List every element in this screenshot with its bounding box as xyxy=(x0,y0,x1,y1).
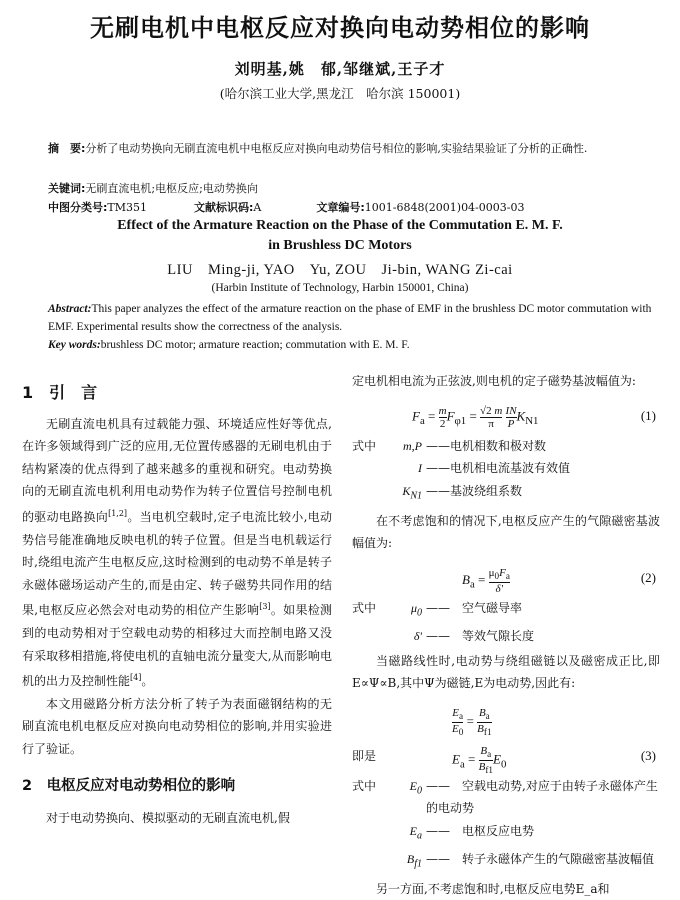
article-id-label: 文章编号: xyxy=(316,201,365,214)
definition-row: I ——电机相电流基波有效值 xyxy=(418,461,571,476)
equation-3a xyxy=(352,699,660,738)
right-column xyxy=(352,370,660,900)
equation-3-number: (3) xyxy=(640,747,656,763)
clc-label: 中图分类号: xyxy=(48,201,108,214)
paper-title: 无刷电机中电枢反应对换向电动势相位的影响 xyxy=(90,14,590,42)
chinese-keywords xyxy=(48,180,648,198)
doc-code-value: A xyxy=(253,201,262,214)
english-abstract-text: This paper analyzes the effect of the armature reaction on the phase of EMF in the brushless DC motor commutation with EMF. Experimental results show the correctness of the analysis. xyxy=(48,303,652,333)
english-title-line2: in Brushless DC Motors xyxy=(268,238,412,253)
right-paragraph-4: 另一方面,不考虑饱和时,电枢反应电势E_a和 xyxy=(376,881,610,896)
definition-row: $B_{f1}$ —— 转子永磁体产生的气隙磁密基波幅值 xyxy=(406,851,655,870)
keywords-text: 无刷直流电机;电枢反应;电动势换向 xyxy=(85,182,258,195)
equation-1-number: (1) xyxy=(640,407,656,423)
definition-row: δ' —— 等效气隙长度 xyxy=(413,628,535,643)
intro-paragraph-2: 本文用磁路分析方法分析了转子为表面磁钢结构的无刷直流电机电枢反应对换向电动势相位的影响,并用实验进行了验证。 xyxy=(22,696,332,756)
right-paragraph-1: 定电机相电流为正弦波,则电机的定子磁势基波幅值为: xyxy=(352,374,636,388)
article-id-value: 1001-6848(2001)04-0003-03 xyxy=(364,201,525,214)
paper-authors: 刘明基,姚 郁,邹继斌,王子才 xyxy=(234,60,446,78)
section2-paragraph: 对于电动势换向、模拟驱动的无刷直流电机,假 xyxy=(46,811,290,826)
paper-affiliation: (哈尔滨工业大学,黑龙江 哈尔滨 150001) xyxy=(219,86,461,101)
english-keywords xyxy=(48,336,658,354)
section2-heading: 2 电枢反应对电动势相位的影响 xyxy=(22,777,236,794)
equation-3a-expr: $\frac{E_a}{E_0}$ = $\frac{B_a}{B_{f1}}$ xyxy=(452,706,492,738)
ie-label: 即是 xyxy=(352,748,377,763)
intro-paragraph: 无刷直流电机具有过载能力强、环境适应性好等优点,在许多领域得到广泛的应用,无位置传感器的无刷电机由于结构紧凑的优点得到了越来越多的重视和研究。电动势换向的无刷直流电机利用电动势作为转子位置信号控制电机的驱动电路换向[1,2]。当电机空载时,定子电流比较小,电动势信号能准确地反映电机的转子位置。但是当电机载运行时,绕组电流产生电枢反应,这时检测到的电动势不单是转子永磁体磁场运动产生的,而是由定、转子磁势共同作用的结果,电枢反应必然会对电动势的相位产生影响[3]。如果检测到的电动势相对于空载电动势的相移过大而控制电路又没有采取移相措施,将使电机的直轴电流分量变大,从而影响电机的出力及控制性能[4]。 xyxy=(22,416,332,689)
equation-3 xyxy=(352,737,660,776)
english-abstract xyxy=(48,300,658,336)
equation-2-expr: $B_a$ = $\frac{\mu_0F_a}{\delta'}$ xyxy=(462,566,510,596)
definition-row: 式中 $E_0$ —— 空载电动势,对应于由转子永磁体产生的电动势 xyxy=(352,778,658,816)
equation-2 xyxy=(352,559,660,596)
definition-row: $E_a$ —— 电枢反应电势 xyxy=(409,823,535,842)
section1-heading: 1 引 言 xyxy=(22,383,98,402)
equation-1 xyxy=(352,397,660,431)
equation-3-expr: $E_a$ = $\frac{B_a}{B_{f1}}$ $E_0$ xyxy=(452,744,507,776)
equation-1-expr: $F_a$ = $\frac{m}{2}$ $F_{\varphi 1}$ = $\frac{√2 m}{\pi}$ $\frac{IN}{P}$ $K_{N1}$ xyxy=(412,404,539,430)
citation: [4] xyxy=(130,673,142,683)
definitions-1 xyxy=(352,435,660,508)
citation: [3] xyxy=(259,602,271,612)
classification-line xyxy=(48,199,648,217)
english-abstract-label: Abstract: xyxy=(48,303,92,315)
english-authors: LIU Ming-ji, YAO Yu, ZOU Ji-bin, WANG Zi-cai xyxy=(167,262,513,278)
definition-row: 式中 m,P ——电机相数和极对数 xyxy=(352,438,547,453)
keywords-label: 关键词: xyxy=(48,182,86,195)
english-affiliation: (Harbin Institute of Technology, Harbin 150001, China) xyxy=(211,282,469,294)
english-keywords-label: Key words: xyxy=(48,339,101,351)
definition-row: 式中 $\mu_0$ —— 空气磁导率 xyxy=(352,600,523,619)
definition-row: $K_{N1}$ ——基波绕组系数 xyxy=(402,483,523,502)
english-title-line1: Effect of the Armature Reaction on the Phase of the Commutation E. M. F. xyxy=(117,218,563,233)
definitions-2 xyxy=(352,597,660,648)
citation: [1,2] xyxy=(108,508,128,518)
equation-2-number: (2) xyxy=(640,569,656,585)
left-column xyxy=(22,378,332,830)
right-paragraph-2: 在不考虑饱和的情况下,电枢反应产生的气隙磁密基波幅值为: xyxy=(352,513,660,551)
clc-value: TM351 xyxy=(107,201,148,214)
abstract-label: 摘 要: xyxy=(48,142,86,155)
right-paragraph-3: 当磁路线性时,电动势与绕组磁链以及磁密成正比,即E∝Ψ∝B,其中Ψ为磁链,E为电动势,因此有: xyxy=(352,653,660,691)
chinese-abstract xyxy=(48,140,648,158)
definitions-3 xyxy=(352,775,660,876)
doc-code-label: 文献标识码: xyxy=(194,201,254,214)
abstract-text: 分析了电动势换向无刷直流电机中电枢反应对换向电动势信号相位的影响,实验结果验证了分析的正确性. xyxy=(85,142,588,155)
english-keywords-text: brushless DC motor; armature reaction; commutation with E. M. F. xyxy=(100,339,410,351)
